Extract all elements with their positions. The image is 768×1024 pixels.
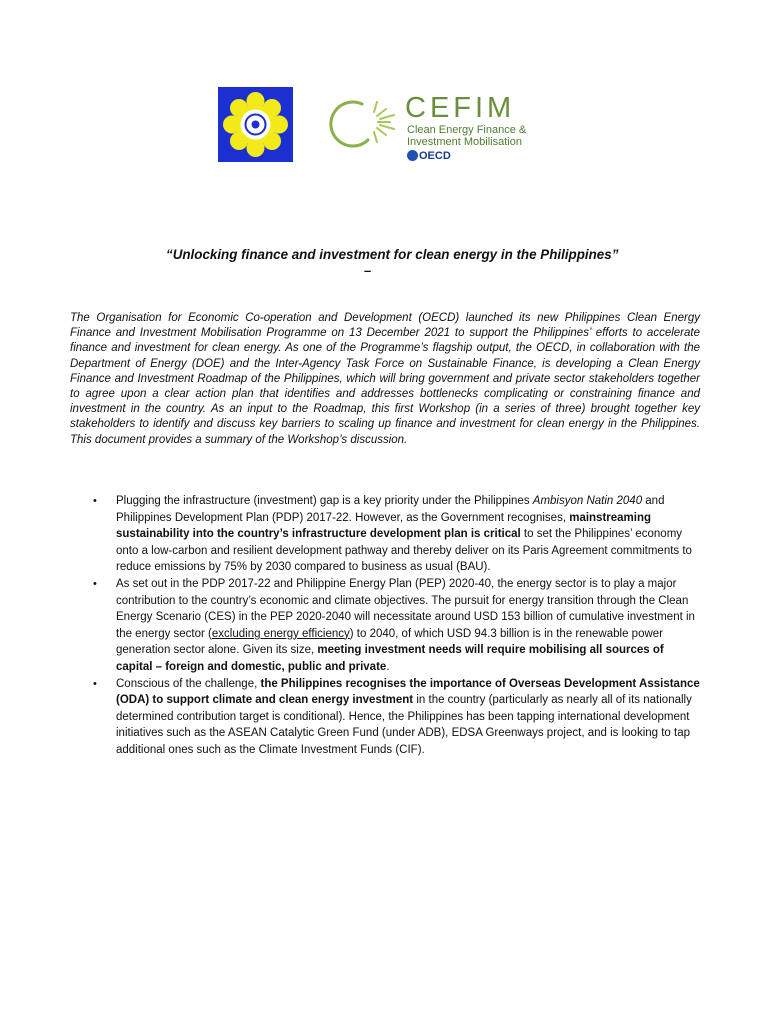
bullet-icon: •: [93, 677, 97, 690]
cefim-swirl-icon: [324, 96, 414, 148]
document-title: “Unlocking finance and investment for clean energy in the Philippines”: [166, 247, 619, 262]
intro-paragraph: The Organisation for Economic Co-operation and Development (OECD) launched its new Philippines Clean Energy Finance and Investment Mobilisation Programme on 13 December 2021 to support the Philippines’ efforts to accelerate finance and investment for clean energy. As one of the Programme’s flagship output, the OECD, in collaboration with the Department of Energy (DOE) and the Inter-Agency Task Force on Sustainable Finance, is developing a Clean Energy Finance and Investment Roadmap of the Philippines, which will bring government and private sector stakeholders together to agree upon a clear action plan that identifies and addresses bottlenecks complicating or constraining finance and investment in the country. As an input to the Roadmap, this first Workshop (in a series of three) brought together key stakeholders to identify and discuss key barriers to scaling up finance and investment for clean energy in the Philippines. This document provides a summary of the Workshop’s discussion.: [70, 312, 700, 446]
doe-seal-logo: [218, 87, 293, 162]
cefim-subtitle-line1: Clean Energy Finance &: [407, 124, 527, 136]
title-dash: –: [364, 263, 372, 278]
list-item: • Conscious of the challenge, the Philippines recognises the importance of Overseas Development Assistance (ODA) to support climate and clean energy investment in the country (particularly as nearly all of its nationally determined contribution target is conditional). Hence, the Philippines has been tapping international development initiatives such as the ASEAN Catalytic Green Fund (under ADB), EDSA Greenways project, and is looking to tap additional ones such as the Climate Investment Funds (CIF).: [93, 677, 700, 756]
cefim-logo: [322, 92, 540, 166]
bullet-icon: •: [93, 495, 97, 507]
cefim-name: CEFIM: [405, 92, 516, 124]
list-item: • As set out in the PDP 2017-22 and Philippine Energy Plan (PEP) 2020-40, the energy sector is to play a major contribution to the country’s economic and climate objectives. The pursuit for energy transition through the Clean Energy Scenario (CES) in the PEP 2020-2040 will necessitate around USD 153 billion of cumulative investment in the energy sector (excluding energy efficiency) to 2040, of which USD 94.3 billion is in the renewable power generation sector alone. Given its size, meeting investment needs will require mobilising all sources of capital – foreign and domestic, public and private.: [93, 577, 695, 673]
doe-sunburst-icon: [218, 87, 293, 162]
bullet-list: [70, 493, 700, 759]
list-item: • Plugging the infrastructure (investment) gap is a key priority under the Philippines Ambisyon Natin 2040 and Philippines Development Plan (PDP) 2017-22. However, as the Government recognises, mainstreaming sustainability into the country’s infrastructure development plan is critical to set the Philippines’ economy onto a low-carbon and resilient development pathway and thereby deliver on its Paris Agreement commitments to reduce emissions by 75% by 2030 compared to business as usual (BAU).: [93, 495, 692, 574]
oecd-globe-icon: [407, 150, 418, 161]
oecd-mark: [407, 150, 451, 162]
oecd-label: OECD: [419, 150, 451, 162]
cefim-subtitle-line2: Investment Mobilisation: [407, 136, 522, 148]
bullet-icon: •: [93, 577, 97, 590]
